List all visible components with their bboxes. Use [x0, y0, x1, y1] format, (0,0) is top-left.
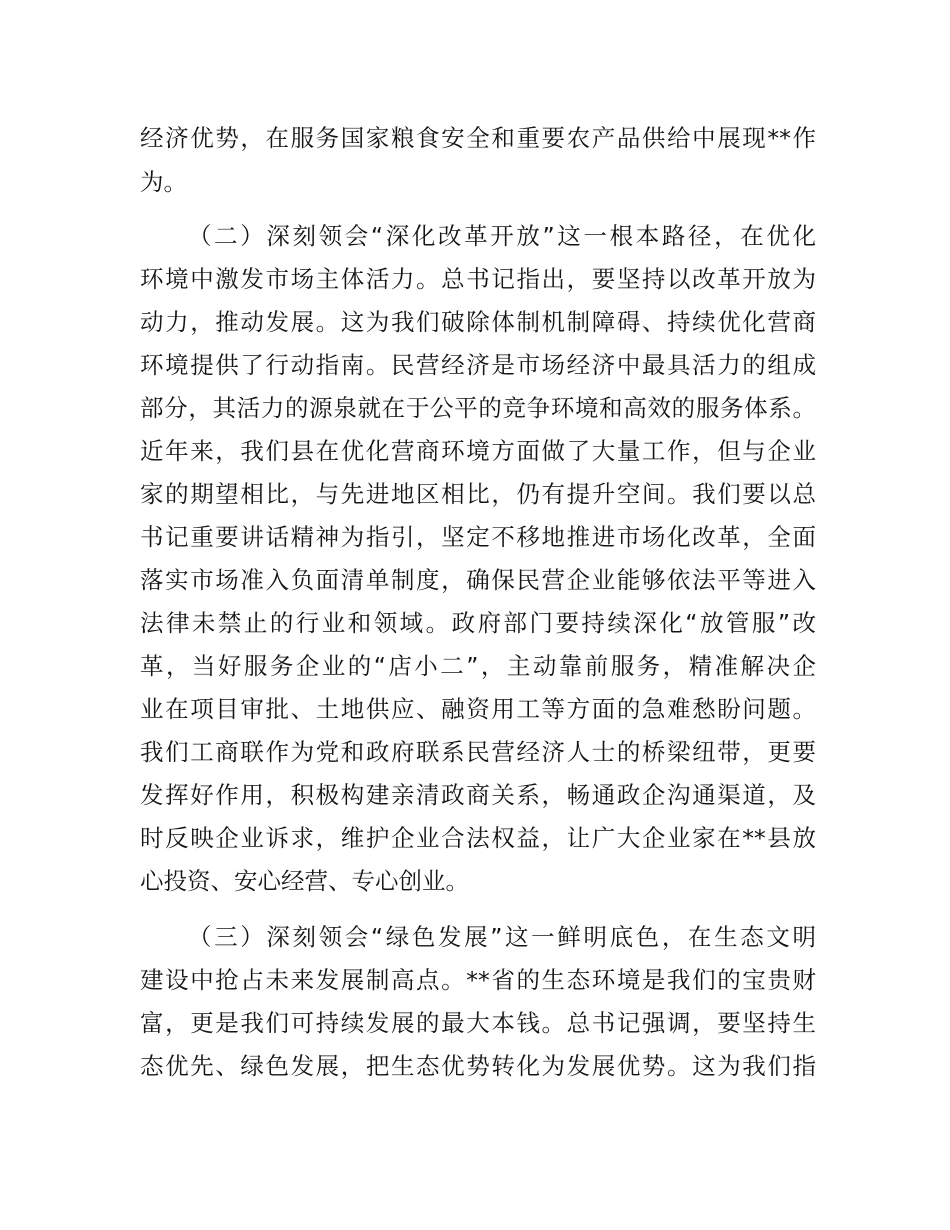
paragraph-2-line-16: 心投资、安心经营、专心创业。: [140, 867, 469, 895]
paragraph-2-line-6: 近年来，我们县在优化营商环境方面做了大量工作，但与企业: [140, 437, 816, 465]
paragraph-1-line-2: 为。: [140, 168, 187, 196]
paragraph-2-line-9: 落实市场准入负面清单制度，确保民营企业能够依法平等进入: [140, 566, 816, 594]
paragraph-2-line-4: 环境提供了行动指南。民营经济是市场经济中最具活力的组成: [140, 351, 816, 379]
paragraph-1-line-1: 经济优势，在服务国家粮食安全和重要农产品供给中展现**作: [140, 124, 816, 152]
paragraph-2-line-13: 我们工商联作为党和政府联系民营经济人士的桥梁纽带，更要: [140, 738, 816, 766]
paragraph-2-line-3: 动力，推动发展。这为我们破除体制机制障碍、持续优化营商: [140, 308, 816, 336]
paragraph-2-line-10: 法律未禁止的行业和领域。政府部门要持续深化“放管服”改: [140, 609, 816, 637]
paragraph-3-line-1: （三）深刻领会“绿色发展”这一鲜明底色，在生态文明: [188, 923, 816, 951]
paragraph-3-line-2: 建设中抢占未来发展制高点。**省的生态环境是我们的宝贵财: [140, 966, 816, 994]
paragraph-2-line-1: （二）深刻领会“深化改革开放”这一根本路径，在优化: [188, 222, 816, 250]
paragraph-2-line-15: 时反映企业诉求，维护企业合法权益，让广大企业家在**县放: [140, 824, 816, 852]
paragraph-2-line-11: 革，当好服务企业的“店小二”，主动靠前服务，精准解决企: [140, 652, 816, 680]
paragraph-2-line-5: 部分，其活力的源泉就在于公平的竞争环境和高效的服务体系。: [140, 394, 816, 422]
paragraph-3-line-4: 态优先、绿色发展，把生态优势转化为发展优势。这为我们指: [140, 1052, 816, 1080]
paragraph-3-line-3: 富，更是我们可持续发展的最大本钱。总书记强调，要坚持生: [140, 1009, 816, 1037]
paragraph-2-line-2: 环境中激发市场主体活力。总书记指出，要坚持以改革开放为: [140, 265, 816, 293]
paragraph-2-line-14: 发挥好作用，积极构建亲清政商关系，畅通政企沟通渠道，及: [140, 781, 816, 809]
paragraph-2-line-8: 书记重要讲话精神为指引，坚定不移地推进市场化改革，全面: [140, 523, 816, 551]
paragraph-2-line-7: 家的期望相比，与先进地区相比，仍有提升空间。我们要以总: [140, 480, 816, 508]
paragraph-2-line-12: 业在项目审批、土地供应、融资用工等方面的急难愁盼问题。: [140, 695, 816, 723]
